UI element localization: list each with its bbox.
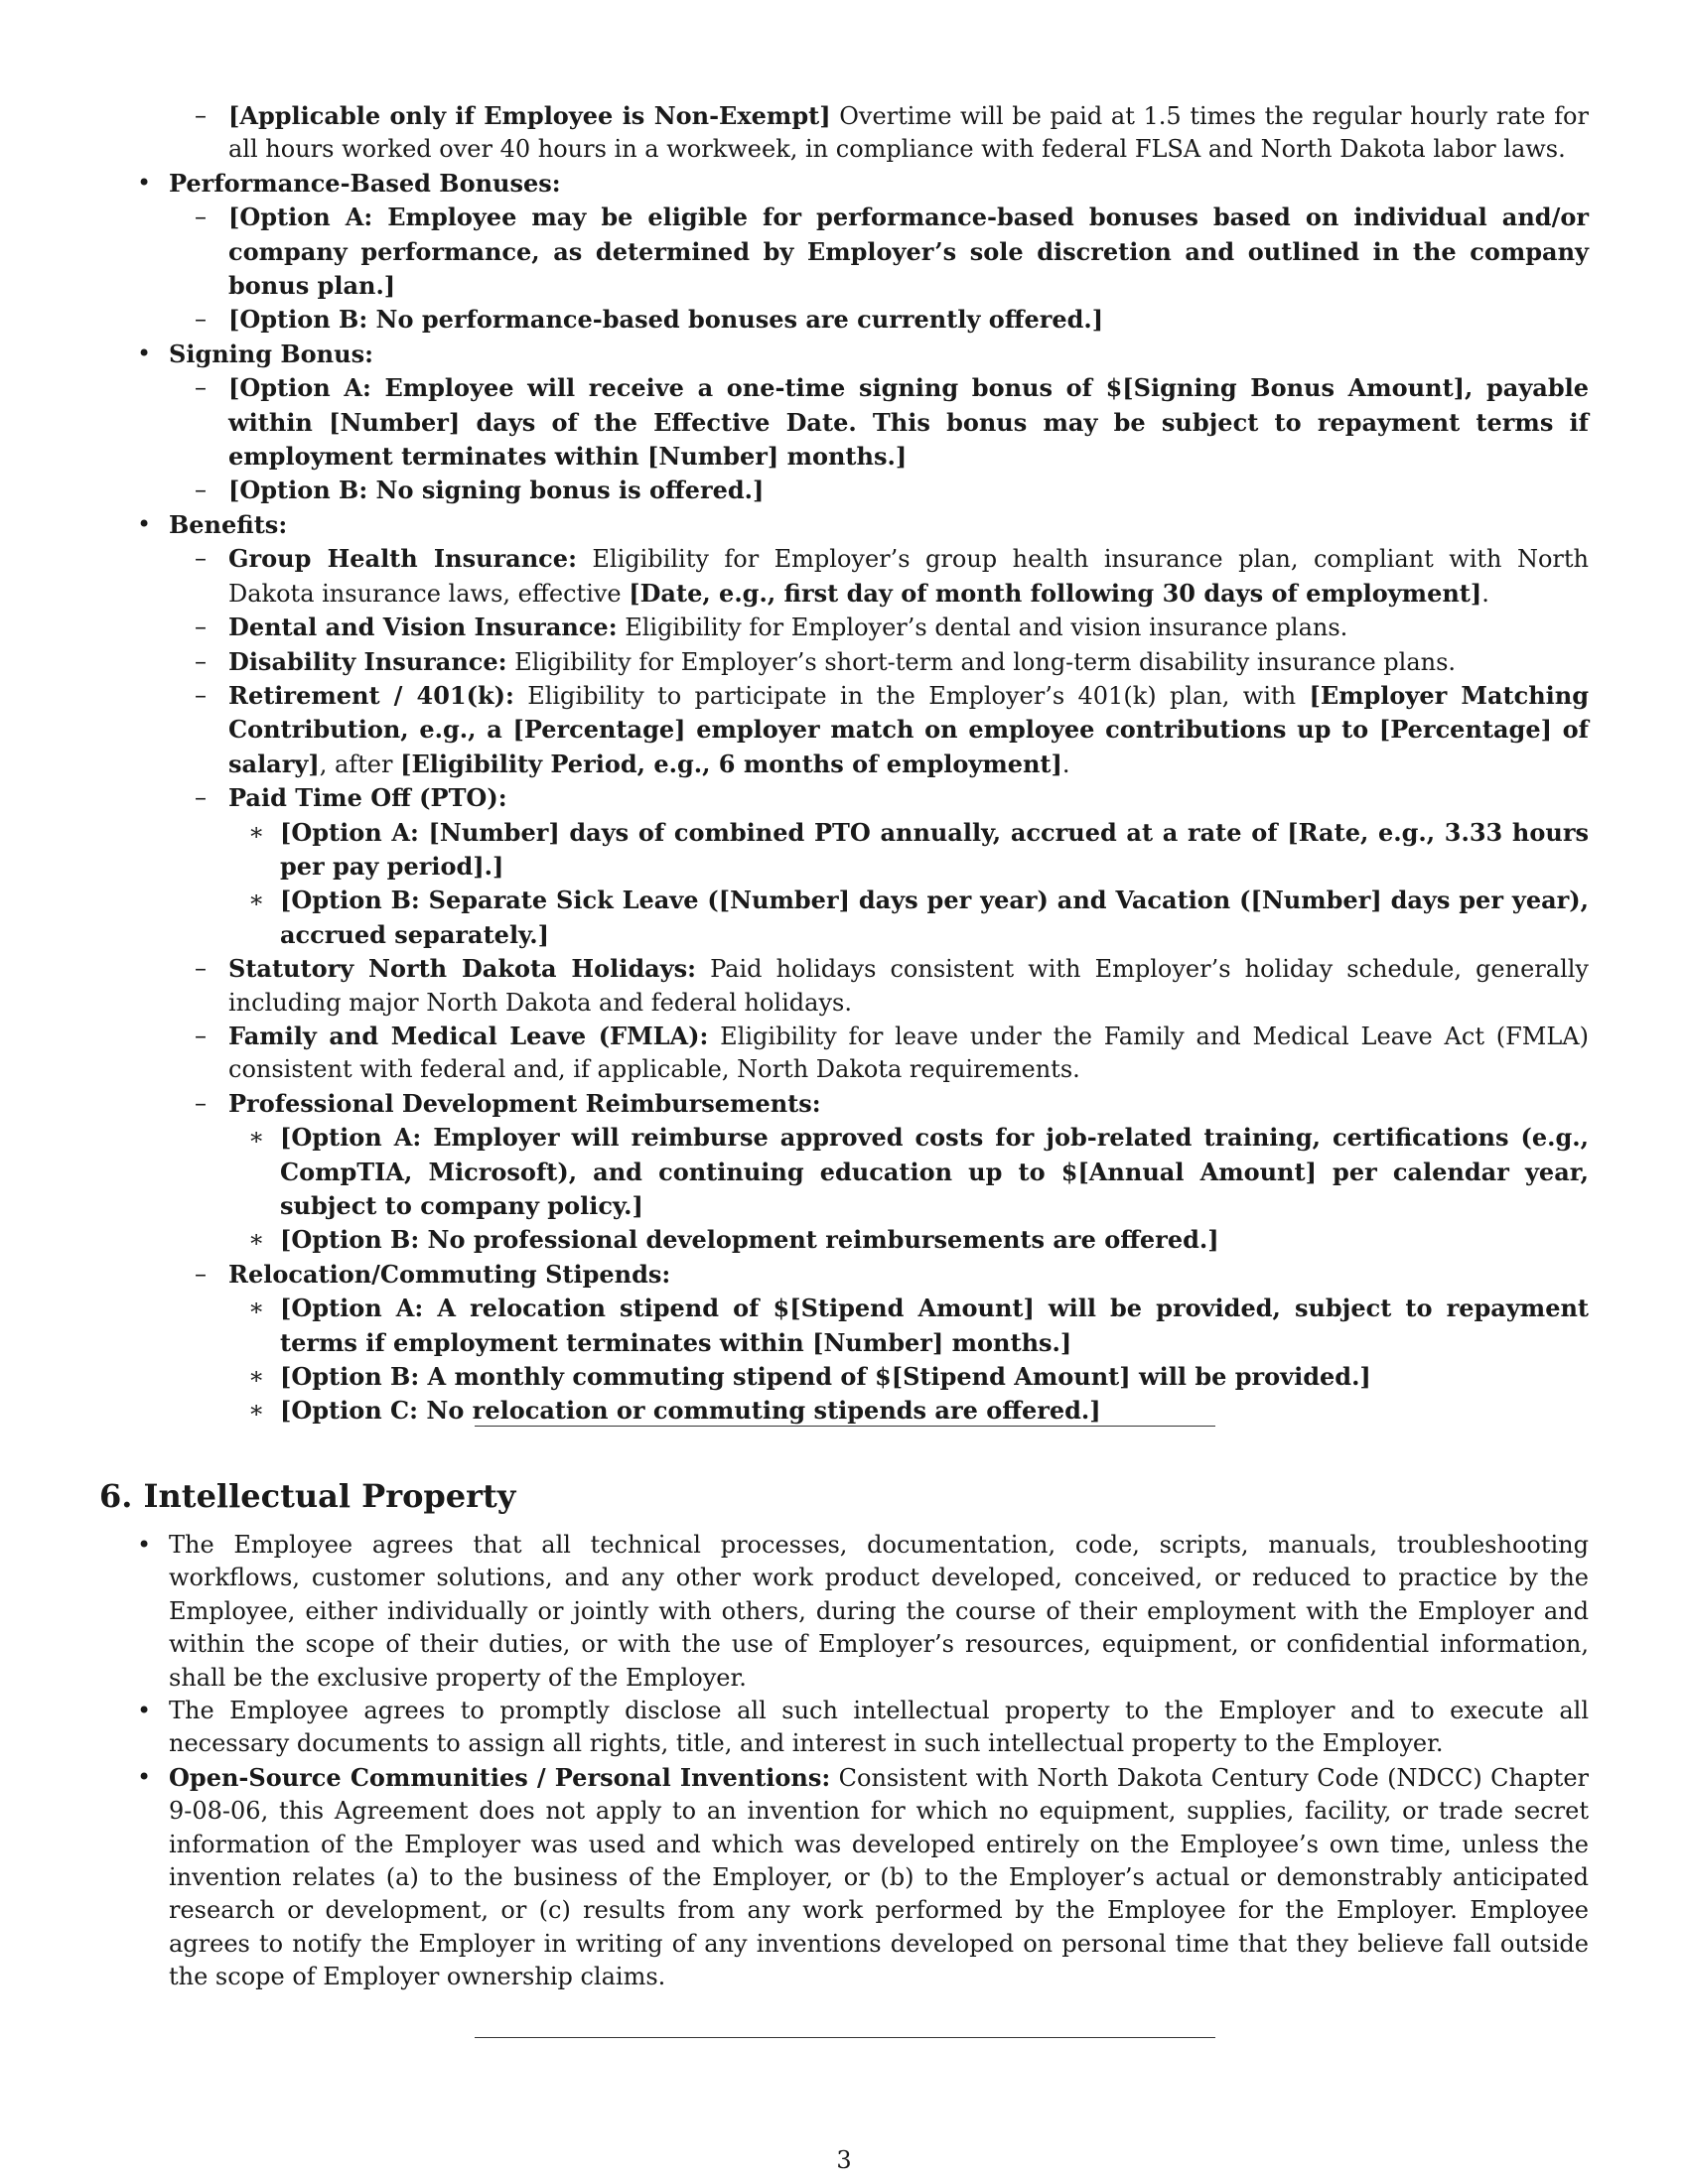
personal-inventions-label: Open-Source Communities / Personal Inventions: [169,1762,831,1792]
performance-title: Performance-Based Bonuses: [169,168,561,198]
retirement-eligibility: [Eligibility Period, e.g., 6 months of employment] [400,749,1062,778]
relocation-label: Relocation/Commuting Stipends: [228,1259,671,1289]
dash-bullet: – [195,646,207,675]
ip-section-list [99,1529,1589,1994]
list-item-signing-option-a [99,371,1589,474]
benefits-title: Benefits: [169,509,288,539]
retirement-match: [Employer Matching Contribution, e.g., a [Percentage] employer match on employee contributions up to [Percentage] of salary] [228,680,1590,778]
star-bullet: ∗ [248,1396,265,1425]
list-item-prodev-option-b [99,1223,1589,1257]
prodev-option-a: [Option A: Employer will reimburse approved costs for job-related training, certifications (e.g., CompTIA, Microsoft), and continuing education up to $[Annual Amount] per calendar year, subject to company policy.] [280,1123,1589,1220]
overtime-text: Overtime will be paid at 1.5 times the regular hourly rate for all hours worked over 40 hours in a workweek, in compliance with federal FLSA and North Dakota labor laws. [228,102,1589,164]
star-bullet: ∗ [248,886,265,914]
health-effective-date: [Date, e.g., first day of month following 30 days of employment] [629,578,1482,608]
dash-bullet: – [195,203,207,231]
disability-text: Eligibility for Employer’s short-term and long-term disability insurance plans. [506,647,1457,676]
ip-disclosure-text: The Employee agrees to promptly disclose all such intellectual property to the Employer and to execute all necessary documents to assign all rights, title, and interest in such intellectual property to the Employer. [169,1697,1589,1758]
list-item-benefits [99,508,1589,542]
holidays-text: Paid holidays consistent with Employer’s holiday schedule, generally including major North Dakota and federal holidays. [228,955,1589,1017]
list-item-relocation-option-b [99,1360,1589,1394]
pto-option-b: [Option B: Separate Sick Leave ([Number] days per year) and Vacation ([Number] days per year), accrued separately.] [280,886,1589,949]
list-item-ip-disclosure [99,1695,1589,1761]
list-item-relocation-option-c [99,1394,1589,1428]
holidays-label: Statutory North Dakota Holidays: [228,954,696,984]
section-heading: 6. Intellectual Property [99,1477,516,1515]
dash-bullet: – [195,613,207,641]
list-item-pto-option-b [99,884,1589,952]
star-bullet: ∗ [248,1362,265,1391]
list-item-signing-bonus [99,338,1589,371]
list-item-professional-development [99,1087,1589,1121]
list-item-fmla [99,1020,1589,1087]
pto-option-a: [Option A: [Number] days of combined PTO annually, accrued at a rate of [Rate, e.g., 3.33 hours per pay period].] [280,817,1589,881]
disability-label: Disability Insurance: [228,646,507,676]
signing-title: Signing Bonus: [169,339,373,368]
prodev-option-b: [Option B: No professional development reimbursements are offered.] [280,1225,1219,1255]
section-divider [475,2037,1215,2038]
list-item-relocation [99,1258,1589,1292]
fmla-text: Eligibility for leave under the Family and Medical Leave Act (FMLA) consistent with federal and, if applicable, North Dakota requirements. [228,1022,1590,1084]
list-item-overtime [99,99,1589,167]
list-item-prodev-option-a [99,1121,1589,1223]
health-end: . [1481,579,1489,608]
round-bullet: • [137,339,152,367]
retirement-end: . [1061,750,1070,778]
health-label: Group Health Insurance: [228,544,577,574]
list-item-dental-vision [99,611,1589,644]
dash-bullet: – [195,1021,207,1049]
dash-bullet: – [195,1259,207,1288]
list-item-performance-option-a [99,201,1589,303]
list-item-ip-ownership [99,1529,1589,1695]
dash-bullet: – [195,544,207,573]
relocation-option-a: [Option A: A relocation stipend of $[Stipend Amount] will be provided, subject to repayment terms if employment terminates within [Number] months.] [280,1294,1589,1357]
dash-bullet: – [195,1088,207,1117]
section-divider [475,1426,1215,1427]
retirement-mid: , after [319,750,401,778]
star-bullet: ∗ [248,1225,265,1254]
dash-bullet: – [195,305,207,334]
dash-bullet: – [195,954,207,983]
list-item-pto [99,781,1589,815]
relocation-option-b: [Option B: A monthly commuting stipend of $[Stipend Amount] will be provided.] [280,1362,1371,1392]
ip-ownership-text: The Employee agrees that all technical processes, documentation, code, scripts, manuals, troubleshooting workflows, customer solutions, and any other work product developed, conceived, or reduced to practice by the Employee, either individually or jointly with others, during the course of their employment with the Employer and within the scope of their duties, or with the use of Employer’s resources, equipment, or confidential information, shall be the exclusive property of the Employer. [169,1531,1589,1692]
dash-bullet: – [195,101,207,129]
dash-bullet: – [195,783,207,812]
retirement-text: Eligibility to participate in the Employer’s 401(k) plan, with [513,681,1310,710]
star-bullet: ∗ [248,1123,265,1152]
list-item-disability [99,645,1589,679]
signing-option-b: [Option B: No signing bonus is offered.] [228,476,765,505]
page-number: 3 [836,2146,852,2174]
overtime-tag: [Applicable only if Employee is Non-Exempt] [228,101,831,130]
performance-option-b: [Option B: No performance-based bonuses are currently offered.] [228,305,1104,335]
pto-label: Paid Time Off (PTO): [228,783,507,813]
prodev-label: Professional Development Reimbursements: [228,1088,821,1118]
list-item-personal-inventions [99,1761,1589,1994]
dash-bullet: – [195,373,207,402]
list-item-performance-option-b [99,303,1589,337]
dental-text: Eligibility for Employer’s dental and vision insurance plans. [617,614,1348,642]
list-item-performance-bonuses [99,167,1589,201]
list-item-retirement [99,679,1589,781]
dental-label: Dental and Vision Insurance: [228,613,618,642]
relocation-option-c: [Option C: No relocation or commuting stipends are offered.] [280,1396,1101,1426]
performance-option-a: [Option A: Employee may be eligible for performance-based bonuses based on individual and/or company performance, as determined by Employer’s sole discretion and outlined in the company bonus plan.] [228,203,1589,301]
dash-bullet: – [195,476,207,504]
compensation-benefits-list [99,99,1589,1429]
list-item-relocation-option-a [99,1292,1589,1360]
list-item-holidays [99,952,1589,1020]
list-item-health-insurance [99,542,1589,611]
round-bullet: • [137,1531,152,1559]
round-bullet: • [137,1697,152,1725]
list-item-signing-option-b [99,474,1589,507]
fmla-label: Family and Medical Leave (FMLA): [228,1021,709,1050]
health-text: Eligibility for Employer’s group health insurance plan, compliant with North Dakota insurance laws, effective [228,545,1590,608]
star-bullet: ∗ [248,1294,265,1322]
retirement-label: Retirement / 401(k): [228,680,514,710]
dash-bullet: – [195,680,207,709]
personal-inventions-text: Consistent with North Dakota Century Code (NDCC) Chapter 9-08-06, this Agreement does not apply to an invention for which no equipment, supplies, facility, or trade secret information of the Employer was used and which was developed entirely on the Employee’s own time, unless the invention relates (a) to the business of the Employer, or (b) to the Employer’s actual or demonstrably anticipated research or development, or (c) results from any work performed by the Employee for the Employer. Employee agrees to notify the Employer in writing of any inventions developed on personal time that they believe fall outside the scope of Employer ownership claims. [169,1763,1589,1991]
round-bullet: • [137,1762,152,1791]
signing-option-a: [Option A: Employee will receive a one-time signing bonus of $[Signing Bonus Amount], payable within [Number] days of the Effective Date. This bonus may be subject to repayment terms if employment terminates within [Number] months.] [228,373,1589,472]
round-bullet: • [137,509,152,538]
star-bullet: ∗ [248,817,265,846]
list-item-pto-option-a [99,816,1589,885]
round-bullet: • [137,168,152,197]
